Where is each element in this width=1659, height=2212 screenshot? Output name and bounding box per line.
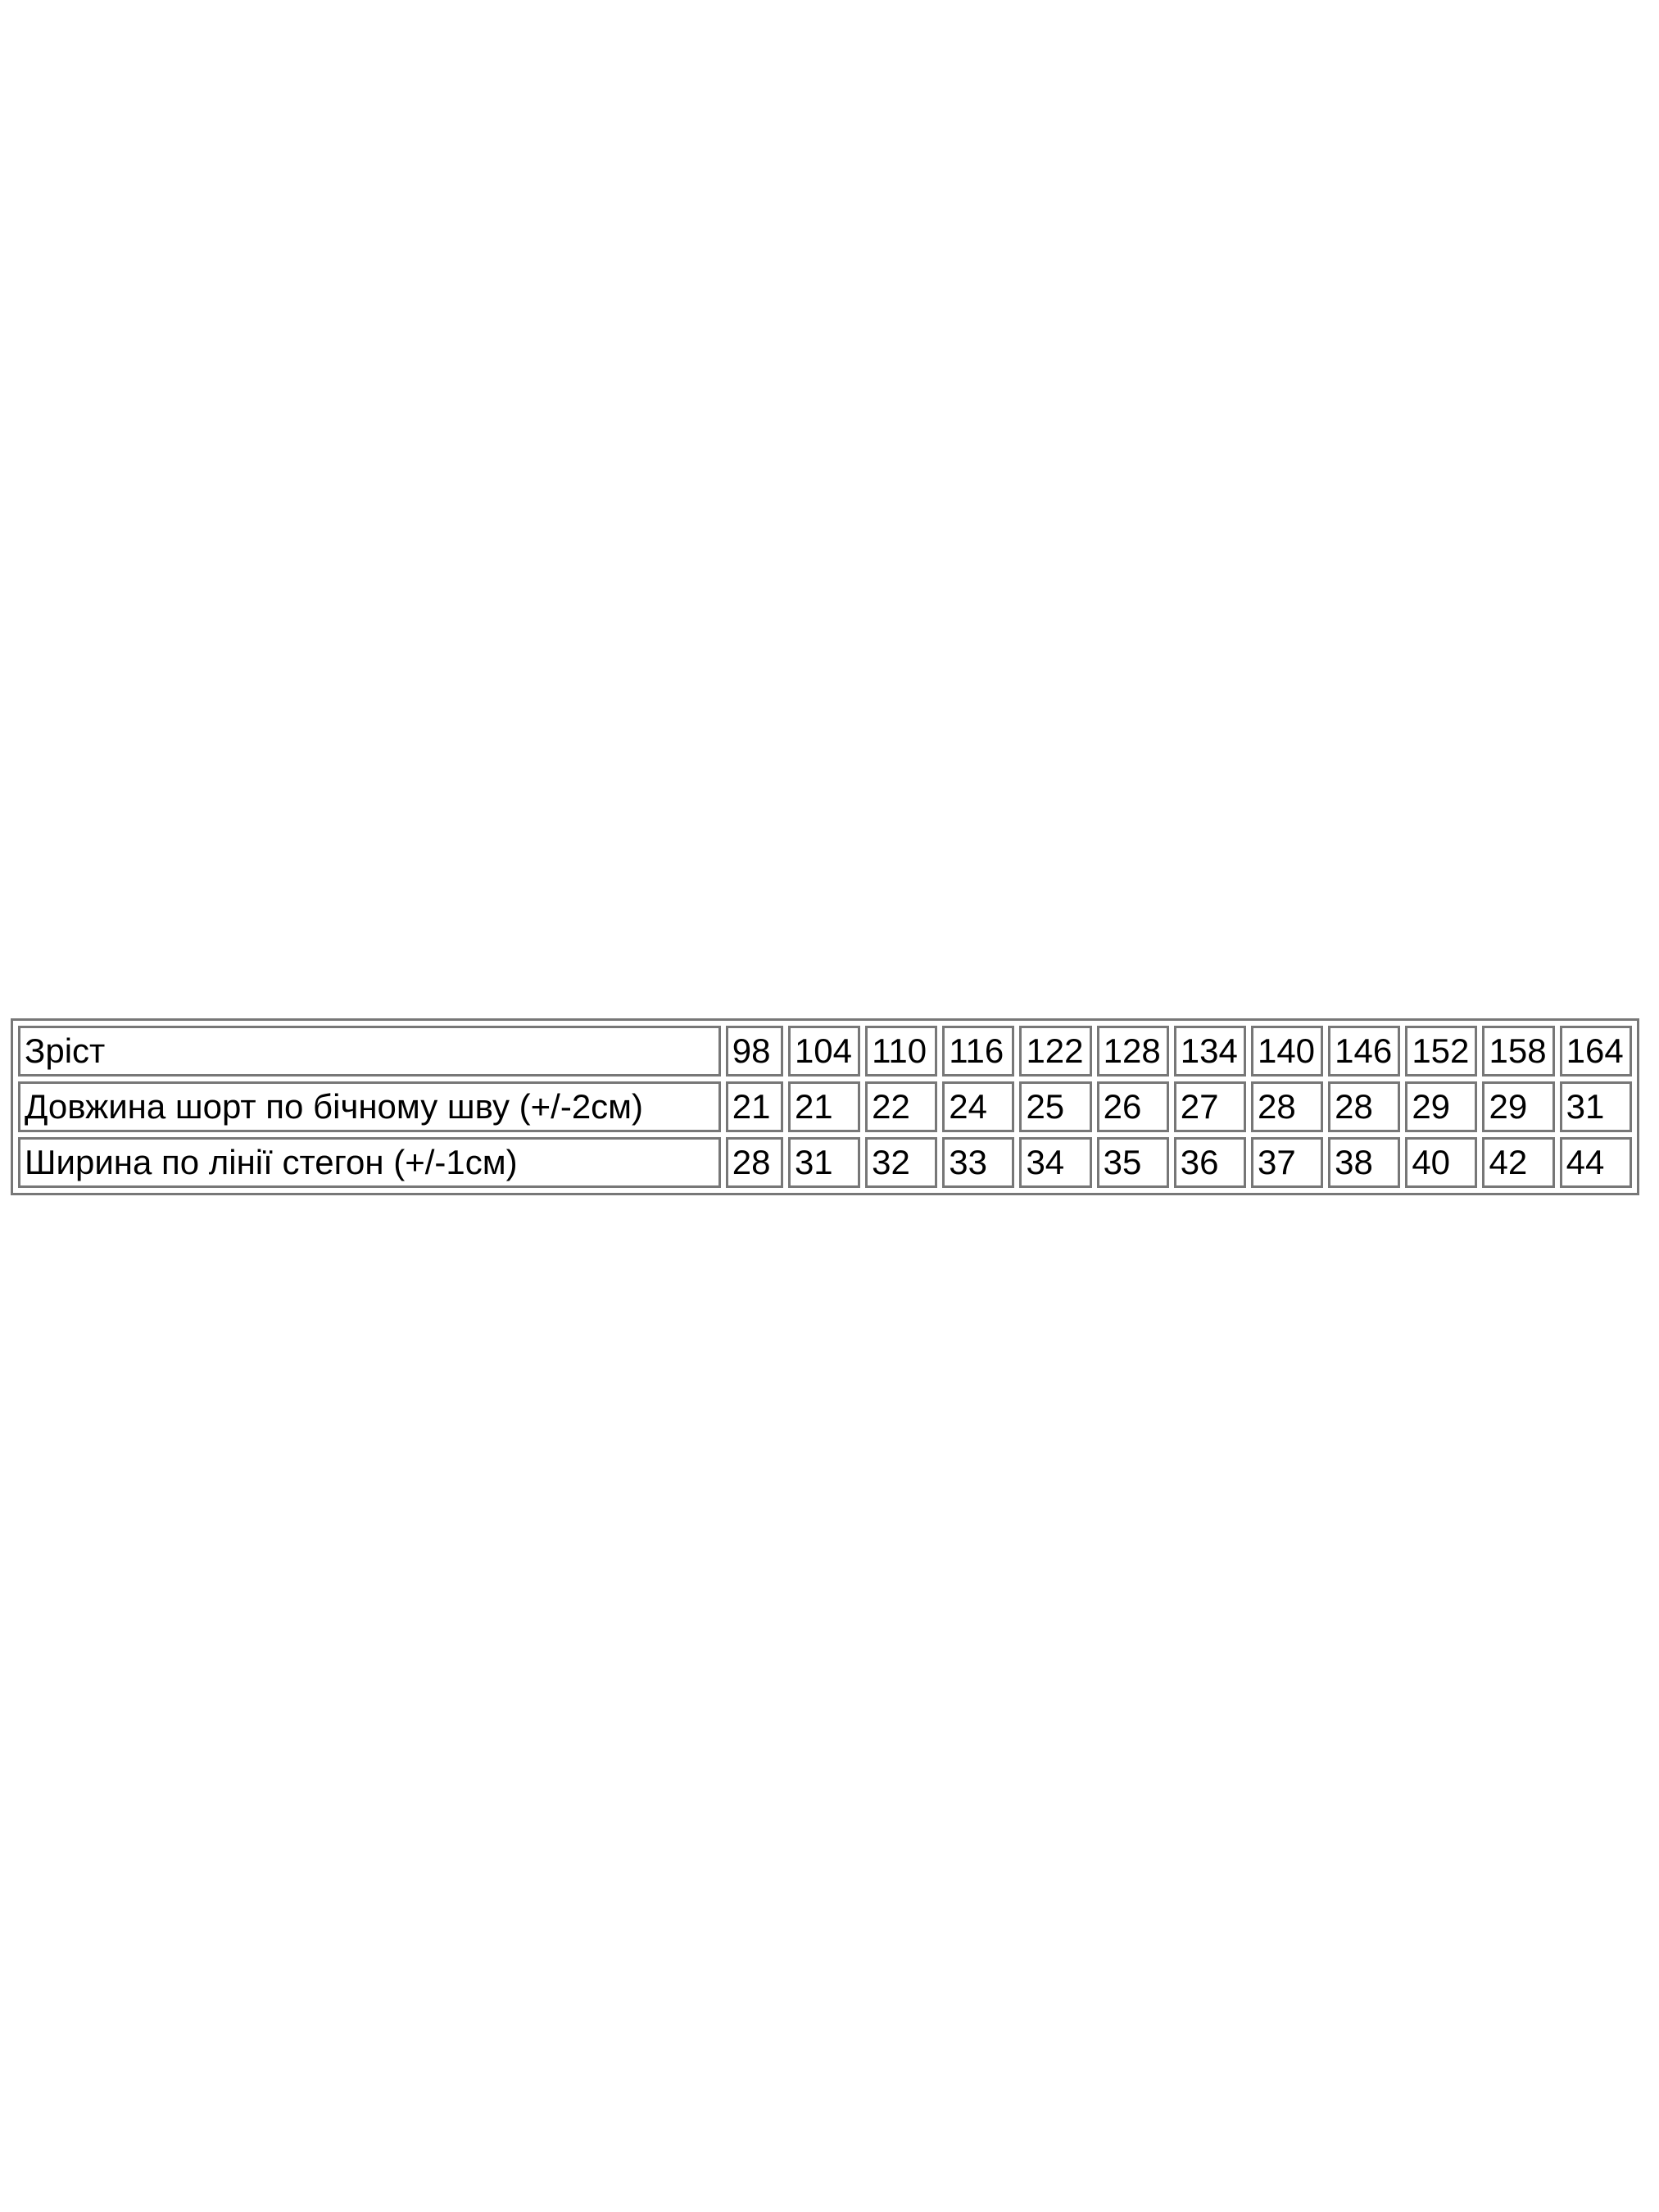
row-label: Довжина шорт по бічному шву (+/-2см) <box>18 1081 721 1132</box>
row-label: Ширина по лінії стегон (+/-1см) <box>18 1137 721 1188</box>
value-cell: 38 <box>1328 1137 1400 1188</box>
size-cell: 110 <box>865 1026 937 1077</box>
value-cell: 29 <box>1405 1081 1477 1132</box>
size-cell: 128 <box>1097 1026 1169 1077</box>
size-chart-container <box>11 1018 1639 1195</box>
value-cell: 34 <box>1019 1137 1091 1188</box>
value-cell: 27 <box>1174 1081 1246 1132</box>
row-label: Зріст <box>18 1026 721 1077</box>
value-cell: 25 <box>1019 1081 1091 1132</box>
table-row-height <box>18 1026 1632 1077</box>
value-cell: 36 <box>1174 1137 1246 1188</box>
value-cell: 28 <box>1251 1081 1323 1132</box>
value-cell: 28 <box>1328 1081 1400 1132</box>
value-cell: 31 <box>788 1137 860 1188</box>
size-cell: 158 <box>1482 1026 1554 1077</box>
size-cell: 134 <box>1174 1026 1246 1077</box>
size-cell: 104 <box>788 1026 860 1077</box>
value-cell: 31 <box>1560 1081 1632 1132</box>
value-cell: 21 <box>788 1081 860 1132</box>
size-cell: 164 <box>1560 1026 1632 1077</box>
size-cell: 140 <box>1251 1026 1323 1077</box>
value-cell: 32 <box>865 1137 937 1188</box>
size-cell: 152 <box>1405 1026 1477 1077</box>
value-cell: 21 <box>726 1081 783 1132</box>
value-cell: 37 <box>1251 1137 1323 1188</box>
size-cell: 122 <box>1019 1026 1091 1077</box>
table-row-hip-width <box>18 1137 1632 1188</box>
value-cell: 44 <box>1560 1137 1632 1188</box>
value-cell: 28 <box>726 1137 783 1188</box>
size-cell: 146 <box>1328 1026 1400 1077</box>
value-cell: 42 <box>1482 1137 1554 1188</box>
value-cell: 33 <box>942 1137 1014 1188</box>
value-cell: 35 <box>1097 1137 1169 1188</box>
size-cell: 98 <box>726 1026 783 1077</box>
value-cell: 24 <box>942 1081 1014 1132</box>
value-cell: 40 <box>1405 1137 1477 1188</box>
table-row-shorts-length <box>18 1081 1632 1132</box>
size-cell: 116 <box>942 1026 1014 1077</box>
value-cell: 26 <box>1097 1081 1169 1132</box>
value-cell: 29 <box>1482 1081 1554 1132</box>
value-cell: 22 <box>865 1081 937 1132</box>
size-table <box>11 1018 1639 1195</box>
